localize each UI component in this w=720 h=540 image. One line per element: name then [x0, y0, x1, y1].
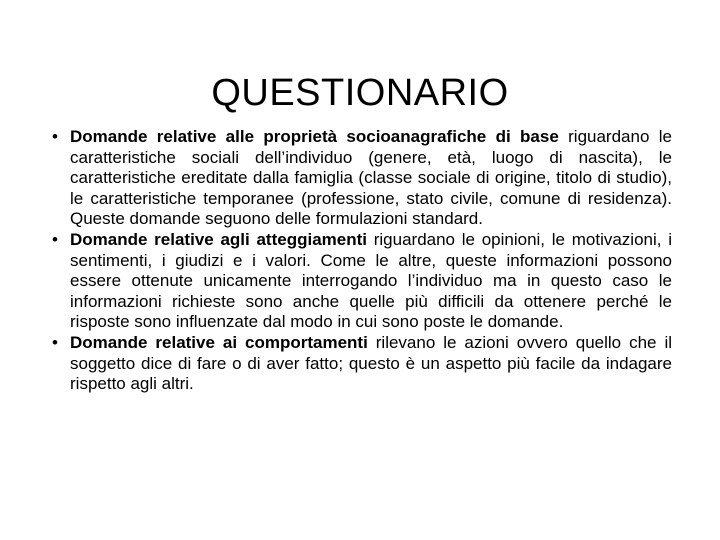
bullet-item-socioanagrafiche: [48, 127, 672, 230]
bullet-item-comportamenti: [48, 333, 672, 395]
bullet-text: rilevano le azioni ovvero quello che il soggetto dice di fare o di aver fatto; questo è un aspetto più facile da indagare rispetto agli altri.: [70, 332, 672, 394]
bullet-lead: Domande relative agli atteggiamenti: [70, 229, 367, 249]
bullet-icon: •: [52, 332, 58, 352]
bullet-text: riguardano le opinioni, le motivazioni, i sentimenti, i giudizi e i valori. Come le altre, queste informazioni possono essere ottenute unicamente interrogando l’individuo ma in questo caso le informazioni richieste sono anche quelle più difficili da ottenere perché le risposte sono influenzate dal modo in cui sono poste le domande.: [70, 229, 672, 332]
bullet-text: riguardano le caratteristiche sociali dell’individuo (genere, età, luogo di nascita), le caratteristiche ereditate dalla famiglia (classe sociale di origine, titolo di studio), le caratteristiche temporanee (professione, stato civile, comune di residenza). Queste domande seguono delle formulazioni standard.: [70, 127, 672, 229]
bullet-list: [48, 127, 672, 395]
bullet-lead: Domande relative ai comportamenti: [70, 332, 368, 352]
bullet-lead: Domande relative alle proprietà socioanagrafiche di base: [70, 127, 559, 146]
bullet-icon: •: [52, 127, 58, 146]
slide-title: QUESTIONARIO: [211, 72, 509, 115]
bullet-icon: •: [52, 229, 58, 249]
bullet-item-atteggiamenti: [48, 230, 672, 333]
